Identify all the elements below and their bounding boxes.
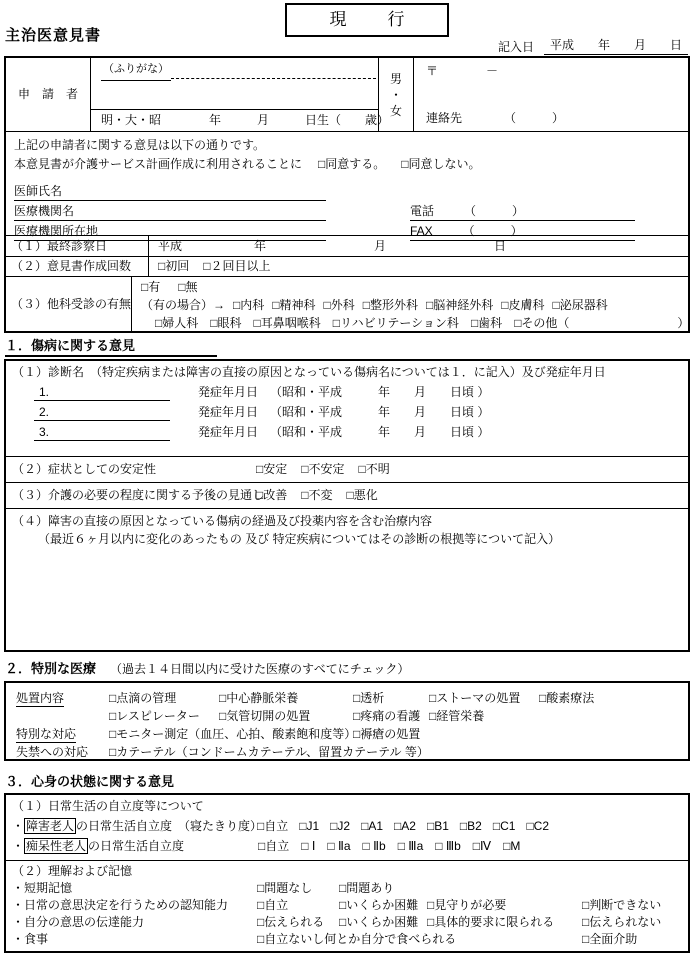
onset-label: 発症年月日 [198, 405, 259, 420]
label-text: の日常生活自立度 （寝たきり度） [76, 818, 263, 833]
bullet: ・ [12, 818, 25, 833]
gender-cell[interactable] [378, 58, 414, 131]
consent-statement: 本意見書が介護サービス計画作成に利用されることに [14, 157, 303, 171]
row-label: （３）他科受診の有無 [6, 277, 132, 331]
diagnosis-block [6, 361, 688, 456]
row-label: （１）最終診察日 [6, 236, 149, 256]
fill-date-label: 記入日 [497, 40, 534, 54]
gender-dot: ・ [389, 87, 402, 102]
checkbox-option[interactable]: □J1 [299, 818, 320, 833]
checkbox-option[interactable]: □ Ⅰ [301, 838, 316, 853]
onset-label: 発症年月日 [198, 425, 259, 440]
onset-date-blank[interactable]: （昭和・平成 年 月 日頃 ） [270, 425, 490, 440]
checkbox-option[interactable]: □自立ないし何とか自分で食べられる [257, 931, 457, 946]
checkbox-option[interactable]: □無 [178, 280, 198, 294]
checkbox-option[interactable]: □精神科 [272, 298, 316, 312]
boxed-term-disabled-elderly: 障害老人 [26, 818, 75, 833]
checkbox-option[interactable]: □伝えられない [582, 914, 662, 929]
checkbox-option[interactable]: □A1 [361, 818, 384, 833]
checkbox-option[interactable]: □見守りが必要 [427, 897, 507, 912]
checkbox-option[interactable]: □改善 [256, 488, 288, 503]
row-label: 特別な対応 [16, 726, 77, 741]
symptom-stability-row [6, 456, 688, 482]
diagnosis-label: （１）診断名 （特定疾病または障害の直接の原因となっている傷病名については１．に記入）及び発症年月日 [12, 365, 606, 380]
diagnosis-name-field[interactable]: 2. [34, 404, 170, 421]
checkbox-option[interactable]: □自立 [257, 818, 289, 833]
checkbox-option[interactable]: □自立 [257, 897, 289, 912]
treatment-label: （４）障害の直接の原因となっている傷病の経過及び投薬内容を含む治療内容 [12, 514, 433, 529]
checkbox-option[interactable]: □外科 [323, 298, 355, 312]
checkbox-option[interactable]: □安定 [256, 462, 288, 477]
row-label: （２）意見書作成回数 [6, 257, 149, 276]
empty-label-cell [16, 708, 109, 725]
dept-options-line2 [141, 314, 689, 332]
checkbox-option[interactable]: □レスピレーター [109, 708, 200, 723]
diagnosis-row [12, 404, 682, 421]
checkbox-option[interactable]: □Ⅳ [472, 838, 492, 853]
other-dept-options [132, 277, 689, 331]
row-label: （３）介護の必要の程度に関する予後の見通し [12, 488, 265, 503]
consent-disagree-checkbox[interactable]: □同意しない。 [401, 157, 481, 171]
fill-date-blank[interactable]: 平成 年 月 日 [544, 38, 688, 55]
checkbox-option[interactable]: □M [503, 838, 521, 853]
checkbox-option[interactable]: □具体的要求に限られる [427, 914, 555, 929]
birth-date-line[interactable]: 明・大・昭 年 月 日生（ 歳） [91, 109, 378, 131]
onset-date-blank[interactable]: （昭和・平成 年 月 日頃 ） [270, 405, 490, 420]
doctor-name-row [14, 182, 680, 201]
row-label: 処置内容 [16, 690, 65, 705]
onset-date-blank[interactable]: （昭和・平成 年 月 日頃 ） [270, 385, 490, 400]
other-dept-row [6, 276, 688, 331]
medical-org-address-field[interactable]: 医療機関所在地 [14, 222, 326, 241]
checkbox-option[interactable]: □A2 [394, 818, 416, 833]
diagnosis-row [12, 384, 682, 401]
form-title: 主治医意見書 [5, 27, 102, 44]
applicant-label: 申 請 者 [17, 87, 78, 101]
fill-date-line [498, 38, 688, 55]
diagnosis-name-field[interactable]: 1. [34, 384, 170, 401]
treatment-detail-box[interactable] [6, 508, 688, 650]
opinion-count-row [6, 256, 688, 276]
org-name-row [14, 202, 680, 221]
row-label: ・短期記憶 [12, 880, 73, 895]
consent-agree-checkbox[interactable]: □同意する。 [318, 157, 386, 171]
checkbox-option[interactable]: □モニター測定（血圧、心拍、酸素飽和度等） [109, 726, 357, 741]
applicant-name-cell [91, 58, 390, 131]
section2-subtitle: （過去１４日間以内に受けた医療のすべてにチェック） [110, 662, 410, 677]
communication-ability-row [12, 915, 682, 931]
last-exam-date-row [6, 235, 688, 256]
checkbox-option[interactable]: □C1 [492, 818, 516, 833]
consent-line [14, 155, 680, 174]
checkbox-option[interactable]: □疼痛の看護 [353, 708, 421, 723]
dept-options-line1 [141, 296, 689, 314]
autonomy-block [6, 795, 688, 860]
section1-box [4, 359, 690, 652]
checkbox-option[interactable]: □C2 [526, 818, 550, 833]
if-yes-prefix: （有の場合）→ [141, 298, 226, 312]
checkbox-option[interactable]: □J2 [330, 818, 351, 833]
care-outlook-row [6, 482, 688, 508]
checkbox-option[interactable]: □２回目以上 [203, 259, 271, 273]
checkbox-option[interactable]: □経管栄養 [429, 708, 485, 723]
section3-box [4, 793, 690, 953]
row-label: ・食事 [12, 931, 49, 946]
section2-header [5, 661, 694, 677]
onset-label: 発症年月日 [198, 385, 259, 400]
furigana-label: （ふりがな） [101, 63, 171, 81]
checkbox-option[interactable]: □泌尿器科 [552, 298, 608, 312]
label-text: の日常生活自立度 [88, 838, 185, 853]
checkbox-option[interactable]: □不明 [358, 462, 390, 477]
memory-block [6, 860, 688, 951]
applicant-table [4, 56, 690, 333]
checkbox-option[interactable]: □酸素療法 [539, 690, 595, 705]
checkbox-option[interactable]: □婦人科 [155, 316, 199, 330]
memory-label: （２）理解および記憶 [12, 863, 133, 878]
bedridden-autonomy-row [12, 818, 682, 835]
checkbox-option[interactable]: □その他（ ） [514, 316, 690, 330]
autonomy-label: （１）日常生活の自立度等について [12, 798, 204, 813]
name-blank-dashed-line[interactable] [171, 63, 376, 79]
row-label: 失禁への対応 [16, 744, 89, 759]
tel-field[interactable]: 電話 （ ） [410, 202, 635, 221]
treatment-content-row [16, 690, 688, 707]
checkbox-option[interactable]: □歯科 [470, 316, 503, 330]
checkbox-option[interactable]: □悪化 [346, 488, 378, 503]
short-term-memory-row [12, 881, 682, 897]
checkbox-option[interactable]: □いくらか困難 [339, 914, 419, 929]
checkbox-option[interactable]: □褥瘡の処置 [353, 726, 421, 741]
outlook-options [256, 488, 378, 503]
checkbox-option[interactable]: □点滴の管理 [109, 690, 177, 705]
checkbox-option[interactable]: □耳鼻咽喉科 [253, 316, 321, 330]
checkbox-option[interactable]: □全面介助 [582, 931, 638, 946]
section3-title: ３．心身の状態に関する意見 [5, 773, 175, 789]
gender-male[interactable]: 男 [389, 71, 402, 86]
checkbox-option[interactable]: □ Ⅲb [435, 838, 461, 853]
checkbox-option[interactable]: □ Ⅲa [397, 838, 424, 853]
consent-intro: 上記の申請者に関する意見は以下の通りです。 [14, 138, 266, 152]
incontinence-row [16, 744, 688, 761]
checkbox-option[interactable]: □伝えられる [257, 914, 325, 929]
section1-title: １．傷病に関する意見 [5, 338, 217, 357]
checkbox-option[interactable]: □いくらか困難 [339, 897, 419, 912]
row-label: ・日常の意思決定を行うための認知能力 [12, 897, 229, 912]
gender-female[interactable]: 女 [389, 103, 402, 118]
medical-org-name-field[interactable]: 医療機関名 [14, 202, 326, 221]
row-label: （２）症状としての安定性 [12, 462, 157, 477]
furigana-row [91, 58, 378, 109]
checkbox-option[interactable]: □判断できない [582, 897, 662, 912]
applicant-row [6, 58, 688, 131]
stability-options [256, 462, 390, 477]
row-label [12, 818, 263, 835]
section2-title: ２．特別な医療 [5, 661, 97, 677]
checkbox-option[interactable]: □中心静脈栄養 [219, 690, 299, 705]
row-label: ・自分の意思の伝達能力 [12, 914, 145, 929]
checkbox-option[interactable]: □リハビリテーション科 [332, 316, 459, 330]
checkbox-option[interactable]: □ Ⅱb [362, 838, 386, 853]
checkbox-option[interactable]: □眼科 [210, 316, 242, 330]
checkbox-option[interactable]: □不変 [301, 488, 333, 503]
checkbox-option[interactable]: □カテーテル（コンドームカテーテル、留置カテーテル 等） [109, 744, 429, 759]
treatment-note: （最近６ヶ月以内に変化のあったもの 及び 特定疾病についてはその診断の根拠等について記入） [38, 532, 561, 547]
bullet: ・ [12, 838, 25, 853]
fax-field[interactable]: FAX （ ） [410, 222, 635, 241]
special-care-row [16, 726, 688, 743]
checkbox-option[interactable]: □初回 [158, 259, 190, 273]
contact-line[interactable]: 連絡先 （ ） [426, 111, 565, 125]
checkbox-option[interactable]: □内科 [233, 298, 265, 312]
checkbox-option[interactable]: □気管切開の処置 [219, 708, 311, 723]
last-exam-date-blank[interactable]: 平成 年 月 日 [158, 239, 507, 253]
checkbox-option[interactable]: □問題あり [339, 880, 395, 895]
checkbox-option[interactable]: □皮膚科 [501, 298, 545, 312]
row-label [12, 838, 246, 855]
diagnosis-row [12, 424, 682, 441]
checkbox-option[interactable]: □B1 [426, 818, 449, 833]
diagnosis-name-field[interactable]: 3. [34, 424, 170, 441]
current-version-stamp-text: 現 行 [329, 10, 417, 30]
page-header [0, 0, 694, 56]
applicant-label-cell [6, 58, 91, 131]
checkbox-option[interactable]: □不安定 [301, 462, 345, 477]
consent-section [6, 131, 688, 238]
boxed-term-dementia-elderly: 痴呆性老人 [26, 838, 87, 853]
dementia-autonomy-row [12, 838, 682, 855]
checkbox-option[interactable]: □脳神経外科 [426, 298, 494, 312]
doctor-name-field[interactable]: 医師氏名 [14, 182, 326, 201]
postal-code-line[interactable]: 〒 － [426, 64, 499, 78]
address-cell [414, 58, 688, 131]
current-version-stamp-box [285, 3, 449, 37]
opinion-count-options [149, 257, 688, 276]
checkbox-option[interactable]: □有 [141, 280, 161, 294]
checkbox-option[interactable]: □B2 [459, 818, 482, 833]
eating-row [12, 932, 682, 948]
checkbox-option[interactable]: □問題なし [257, 880, 313, 895]
has-other-dept-options [141, 278, 689, 296]
treatment-content-row2 [16, 708, 688, 725]
checkbox-option[interactable]: □ストーマの処置 [429, 690, 521, 705]
checkbox-option[interactable]: □自立 [258, 838, 290, 853]
checkbox-option[interactable]: □整形外科 [362, 298, 419, 312]
checkbox-option[interactable]: □透析 [353, 690, 385, 705]
section2-box [4, 681, 690, 761]
cognitive-ability-row [12, 898, 682, 914]
checkbox-option[interactable]: □ Ⅱa [327, 838, 351, 853]
